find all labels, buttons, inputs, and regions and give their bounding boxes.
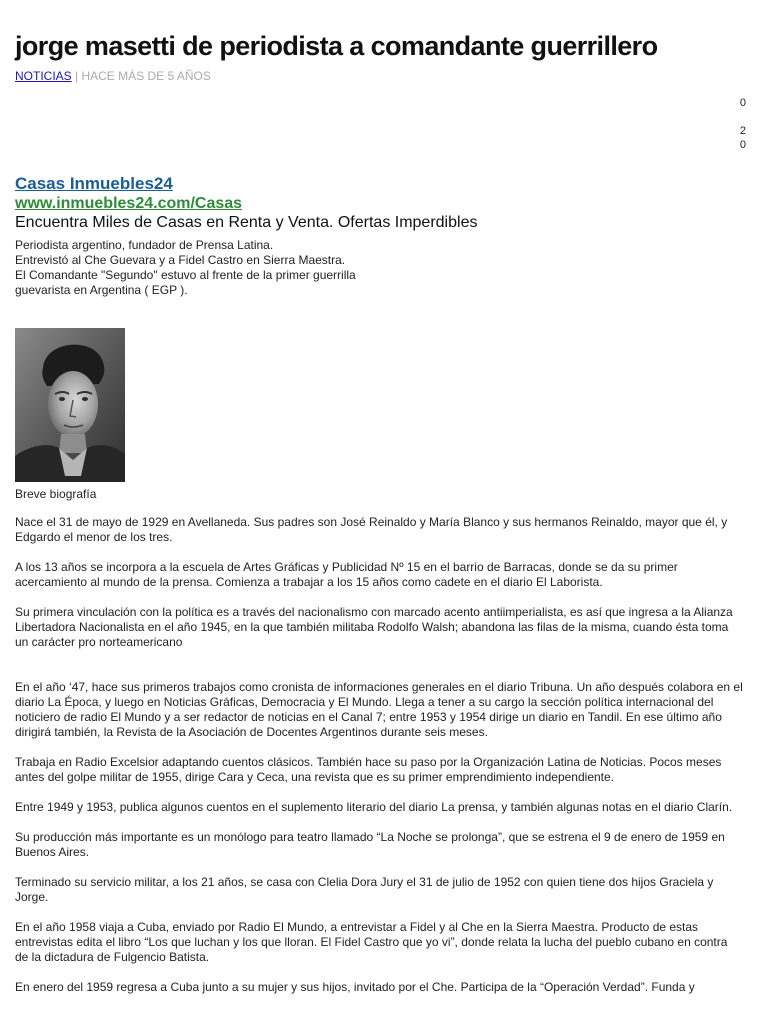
- meta-separator: |: [71, 69, 82, 83]
- article-meta: [15, 69, 211, 83]
- paragraph: Su primera vinculación con la política es a través del nacionalismo con marcado acento antiimperialista, es así que ingresa a la Alianza Libertadora Nacionalista en el año 1945, en la que también militaba Rodolfo Walsh; abandona las filas de la misma, cuando ésta toma un carácter pro norteamericano: [15, 605, 733, 649]
- share-count: 0: [739, 139, 746, 151]
- photo-caption: Breve biografía: [15, 487, 97, 501]
- ad-url-link[interactable]: www.inmuebles24.com/Casas: [15, 195, 243, 212]
- paragraph: En enero del 1959 regresa a Cuba junto a su mujer y sus hijos, invitado por el Che. Participa de la “Operación Verdad”. Funda y: [15, 980, 695, 994]
- publish-time: HACE MÁS DE 5 AÑOS: [81, 69, 211, 83]
- intro-line: Periodista argentino, fundador de Prensa Latina.: [15, 238, 274, 252]
- paragraph: Terminado su servicio militar, a los 21 años, se casa con Clelia Dora Jury el 31 de julio de 1952 con quien tiene dos hijos Graciela y Jorge.: [15, 875, 714, 904]
- article-body: [15, 515, 743, 1010]
- intro-line: guevarista en Argentina ( EGP ).: [15, 283, 188, 297]
- article-title: jorge masetti de periodista a comandante guerrillero: [15, 31, 658, 61]
- paragraph: A los 13 años se incorpora a la escuela de Artes Gráficas y Publicidad Nº 15 en el barrio de Barracas, donde se da su primer acercamiento al mundo de la prensa. Comienza a trabajar a los 15 años como cadete en el diario El Laborista.: [15, 560, 678, 589]
- article-intro: [15, 238, 515, 298]
- paragraph: Entre 1949 y 1953, publica algunos cuentos en el suplemento literario del diario La prensa, y también algunas notas en el diario Clarín.: [15, 800, 733, 814]
- paragraph: Trabaja en Radio Excelsior adaptando cuentos clásicos. También hace su paso por la Organización Latina de Noticias. Pocos meses antes del golpe militar de 1955, dirige Cara y Ceca, una revista que es su primer emprendimiento independiente.: [15, 755, 722, 784]
- paragraph: Su producción más importante es un monólogo para teatro llamado “La Noche se prolonga”, que se estrena el 9 de enero de 1959 en Buenos Aires.: [15, 830, 725, 859]
- share-count: 2: [739, 125, 746, 137]
- ad-description: Encuentra Miles de Casas en Renta y Venta. Ofertas Imperdibles: [15, 214, 478, 231]
- intro-line: Entrevistó al Che Guevara y a Fidel Castro en Sierra Maestra.: [15, 253, 346, 267]
- intro-line: El Comandante "Segundo" estuvo al frente de la primer guerrilla: [15, 268, 356, 282]
- paragraph: En el año ‘47, hace sus primeros trabajos como cronista de informaciones generales en el diario Tribuna. Un año después colabora en el diario La Época, y luego en Noticias Gráficas, Democracia y El Mundo. Llega a tener a su cargo la sección política internacional del noticiero de radio El Mundo y a ser redactor de noticias en el Canal 7; entre 1953 y 1954 dirige un diario en Tandil. En ese último año dirigirá también, la Revista de la Asociación de Docentes Argentinos durante seis meses.: [15, 680, 743, 739]
- category-link[interactable]: NOTICIAS: [15, 69, 72, 83]
- portrait-image: [15, 328, 125, 482]
- ad-title-link[interactable]: Casas Inmuebles24: [15, 174, 173, 193]
- paragraph: Nace el 31 de mayo de 1929 en Avellaneda. Sus padres son José Reinaldo y María Blanco y sus hermanos Reinaldo, mayor que él, y Edgardo el menor de los tres.: [15, 515, 728, 544]
- paragraph: En el año 1958 viaja a Cuba, enviado por Radio El Mundo, a entrevistar a Fidel y al Che en la Sierra Maestra. Producto de estas entrevistas edita el libro “Los que luchan y los que lloran. El Fidel Castro que yo vi”, donde relata la lucha del pueblo cubano en contra de la dictadura de Fulgencio Batista.: [15, 920, 728, 964]
- portrait-photo: [15, 328, 125, 482]
- share-count: 0: [739, 97, 746, 109]
